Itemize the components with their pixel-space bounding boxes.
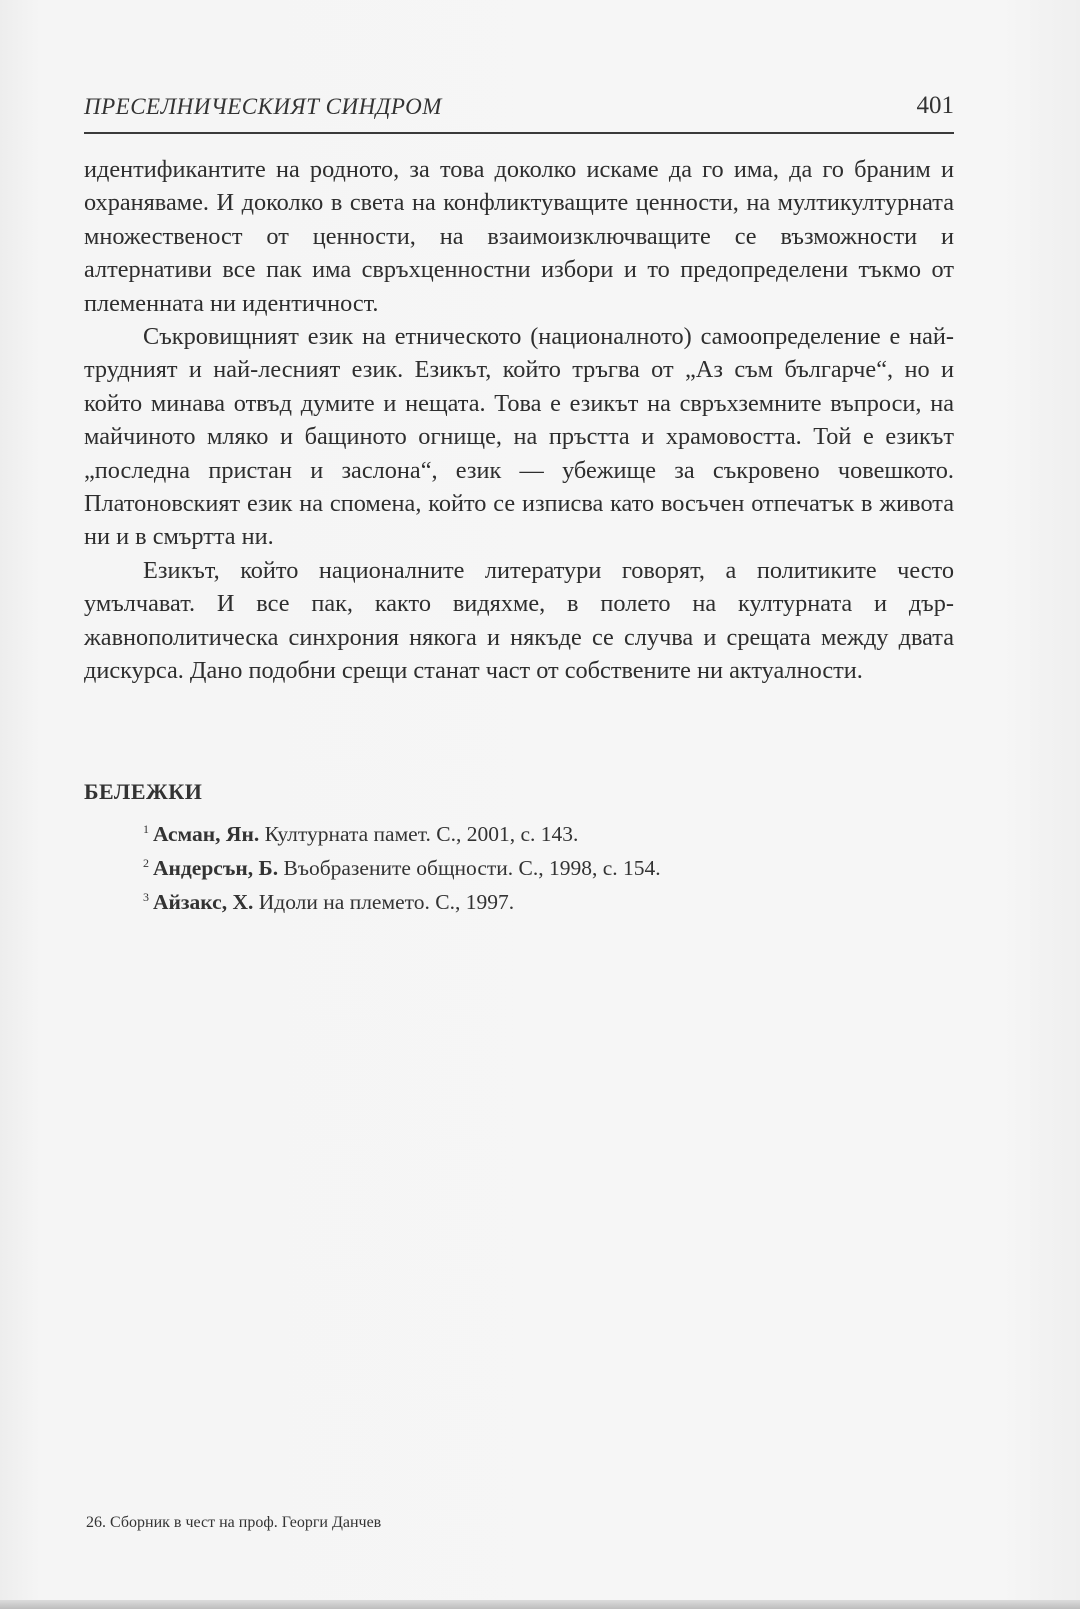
- body-text: [84, 153, 954, 688]
- note-author: Айзакс, Х.: [153, 890, 254, 914]
- page-bottom-edge: [0, 1600, 1080, 1609]
- notes-heading: БЕЛЕЖКИ: [84, 779, 203, 804]
- note-marker: 1: [143, 822, 149, 836]
- running-header: [84, 90, 954, 134]
- note-marker: 3: [143, 890, 149, 904]
- notes-list: [143, 815, 923, 917]
- note-text: Идоли на племето. С., 1997.: [258, 890, 515, 914]
- paragraph-continued: идентификантите на родното, за това доколко искаме да го има, да го браним и охраняваме. И доколко в света на конфликтуващите ценности, на мултикултурната множественост от ценности, на взаимоизключващите се възможности и алтернативи все пак има свръхценностни избори и то предопределени тъкмо от племенната ни идентичност.: [84, 156, 954, 317]
- page-number: 401: [916, 92, 954, 119]
- paragraph: Съкровищният език на етническото (националното) самоопределение е най-трудният и най-лесният език. Езикът, който тръгва от „Аз съм българче“, но и който минава отвъд думите и нещата. Това е езикът на свръхземните въпроси, на майчиното мляко и бащиното огнище, на пръстта и храмовостта. Той е езикът „последна пристан и заслона“, език — убежище за съкровено човешкото. Платоновският език на спомена, който се изписва като восъчен отпечатък в живота ни и в смъртта ни.: [84, 323, 954, 551]
- note-marker: 2: [143, 856, 149, 870]
- running-title: ПРЕСЕЛНИЧЕСКИЯТ СИНДРОМ: [84, 94, 442, 119]
- paragraph: Езикът, който националните литератури говорят, а политиките често умълчават. И все пак, както видяхме, в полето на културната и държавнополитическа синхрония някога и някъде се случва и срещата между двата дискурса. Дано подобни срещи станат част от собствените ни актуалности.: [84, 556, 954, 685]
- signature-mark: 26. Сборник в чест на проф. Георги Данчев: [86, 1514, 382, 1531]
- note-item: [143, 849, 923, 883]
- note-author: Андерсън, Б.: [153, 856, 279, 880]
- note-author: Асман, Ян.: [153, 822, 260, 846]
- note-item: [143, 815, 923, 849]
- note-text: Въобразените общности. С., 1998, с. 154.: [283, 856, 661, 880]
- note-text: Културната памет. С., 2001, с. 143.: [264, 822, 579, 846]
- note-item: [143, 883, 923, 917]
